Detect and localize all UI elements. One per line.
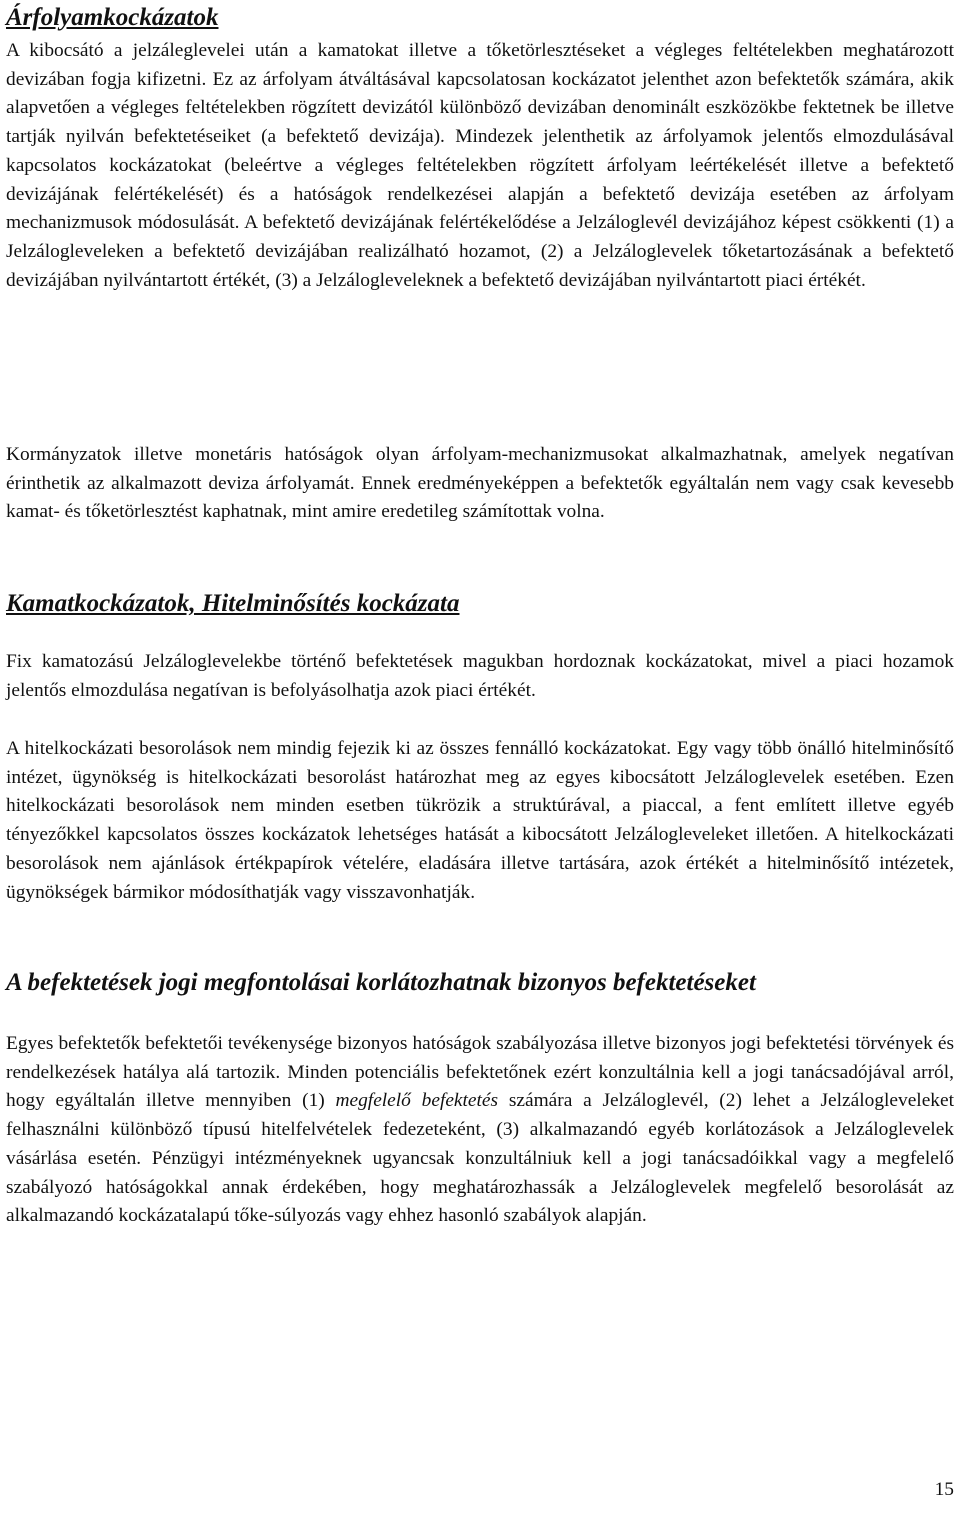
paragraph-arfolyam-1: A kibocsátó a jelzáleglevelei után a kamatokat illetve a tőketörlesztéseket a végleges feltételekben meghatározott devizában fogja kifizetni. Ez az árfolyam átváltásával kapcsolatosan kockázatot jelenthet azon befektetők számára, akik alapvetően a végleges feltételekben rögzített devizától különböző devizában denominált eszközökbe fektetnek be illetve tartják nyilván befektetéseiket (a befektető devizája). Mindezek jelenthetik az árfolyamok jelentős elmozdulásával kapcsolatos kockázatokat (beleértve a végleges feltételekben rögzített árfolyam leértékelését illetve a befektető devizájának felértékelését) és a hatóságok rendelkezései alapján a befektető devizája esetében az árfolyam mechanizmusok módosulását. A befektető devizájának felértékelődése a Jelzáloglevél devizájához képest csökkenti (1) a Jelzálogleveleken a befektető devizájában realizálható hozamot, (2) a Jelzáloglevelek tőketartozásának a befektető devizájában nyilvántartott értékét, (3) a Jelzálogleveleknek a befektető devizájában nyilvántartott piaci értékét.: [6, 40, 954, 291]
section-title-arfolyamkockazatok: Árfolyamkockázatok: [6, 4, 219, 31]
paragraph-jogi-1-part-a: Egyes befektetők befektetői tevékenysége bizonyos hatóságok szabályozása illetve bizonyos jogi befektetési törvények és rendelkezések hatálya alá tartozik. Minden potenciális befektetőnek ezért konzultálnia kell a jogi tanácsadójával arról, hogy egyáltalán illetve mennyiben (1): [6, 1033, 954, 1112]
paragraph-jogi-1-part-b: számára a Jelzáloglevél, (2) lehet a Jelzálogleveleket felhasználni különböző típusú hitelfelvételek fedezeteként, (3) alkalmazandó egyéb korlátozások a Jelzáloglevelek vásárlása esetén. Pénzügyi intézményeknek ugyancsak konzultálniuk kell a jogi tanácsadóikkal vagy a megfelelő szabályozó hatóságokkal annak érdekében, hogy meghatározhassák a Jelzáloglevelek megfelelő besorolását az alkalmazandó kockázatalapú tőke-súlyozás vagy ehhez hasonló szabályok alapján.: [6, 1090, 954, 1227]
paragraph-kamat-2: A hitelkockázati besorolások nem mindig fejezik ki az összes fennálló kockázatokat. Egy vagy több önálló hitelminősítő intézet, ügynökség is hitelkockázati besorolást határozhat meg az egyes kibocsátott Jelzáloglevelek esetében. Ezen hitelkockázati besorolások nem minden esetben tükrözik a struktúrával, a piaccal, a fent említett illetve egyéb tényezőkkel kapcsolatos összes kockázatok lehetséges hatását a kibocsátott Jelzálogleveleket illetően. A hitelkockázati besorolások nem ajánlások értékpapírok vételére, eladására illetve tartására, azok értékét a hitelminősítő intézetek, ügynökségek bármikor módosíthatják vagy visszavonhatják.: [6, 738, 954, 903]
section-title-kamatkockazatok: Kamatkockázatok, Hitelminősítés kockázata: [6, 590, 460, 617]
paragraph-jogi-1-emphasis: megfelelő befektetés: [335, 1090, 499, 1112]
paragraph-kamat-1: Fix kamatozású Jelzáloglevelekbe történő befektetések magukban hordoznak kockázatokat, mivel a piaci hozamok jelentős elmozdulása negatívan is befolyásolhatja azok piaci értékét.: [6, 651, 954, 701]
paragraph-jogi-1: [6, 1030, 954, 1231]
section-title-jogi-megfontolasok: A befektetések jogi megfontolásai korlátozhatnak bizonyos befektetéseket: [6, 969, 756, 996]
paragraph-arfolyam-2: Kormányzatok illetve monetáris hatóságok olyan árfolyam-mechanizmusokat alkalmazhatnak, amelyek negatívan érinthetik az alkalmazott deviza árfolyamát. Ennek eredményeképpen a befektetők egyáltalán nem vagy csak kevesebb kamat- és tőketörlesztést kaphatnak, mint amire eredetileg számítottak volna.: [6, 444, 954, 523]
page-number: 15: [934, 1479, 954, 1500]
